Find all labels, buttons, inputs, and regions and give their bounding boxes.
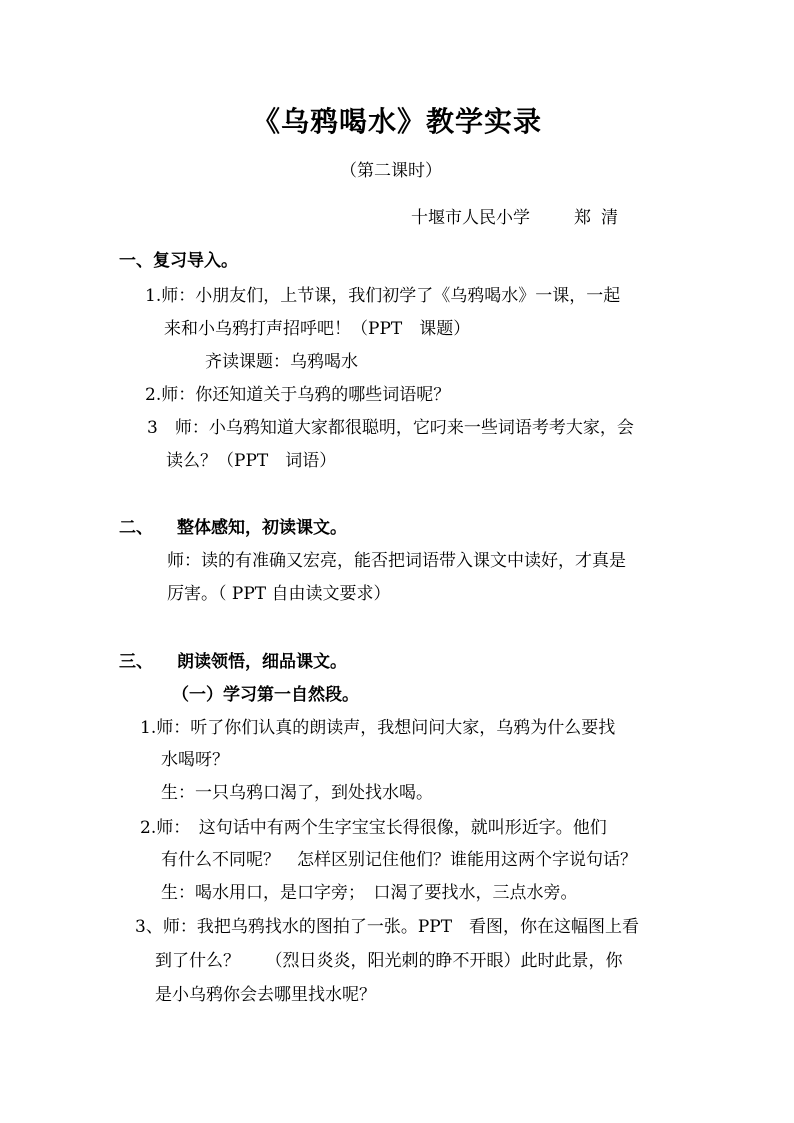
- paragraph-line: 到了什么？ （烈日炎炎，阳光刺的睁不开眼）此时此景，你: [155, 951, 623, 971]
- paragraph-line: 师：读的有准确又宏亮，能否把词语带入课文中读好，才真是: [167, 551, 626, 571]
- paragraph-line: 读么？（PPT 词语）: [166, 451, 337, 471]
- paragraph-line: 3 师：小乌鸦知道大家都很聪明，它叼来一些词语考考大家，会: [147, 418, 634, 438]
- paragraph-line: 来和小乌鸦打声招呼吧！（PPT 课题）: [164, 319, 471, 339]
- author-line: [411, 207, 618, 229]
- paragraph-line: 是小乌鸦你会去哪里找水呢？: [155, 985, 376, 1005]
- section-heading-2: [119, 517, 347, 539]
- paragraph-line: 2.师：你还知道关于乌鸦的哪些词语呢？: [145, 385, 451, 405]
- paragraph-line: 生：喝水用口，是口字旁； 口渴了要找水，三点水旁。: [161, 883, 578, 903]
- paragraph-line: 生：一只乌鸦口渴了，到处找水喝。: [161, 783, 433, 803]
- document-title: 《乌鸦喝水》教学实录: [251, 105, 542, 138]
- author-surname: 郑: [574, 208, 591, 228]
- section-heading-3: [119, 651, 347, 673]
- section-number: 一、: [119, 251, 153, 271]
- paragraph-line: 1.师：听了你们认真的朗读声，我想问问大家，乌鸦为什么要找: [140, 718, 616, 738]
- section-number: 三、: [119, 652, 153, 672]
- paragraph-line: 齐读课题：乌鸦喝水: [205, 352, 358, 372]
- author-school: 十堰市人民小学: [411, 208, 530, 228]
- paragraph-line: 2.师： 这句话中有两个生字宝宝长得很像，就叫形近字。他们: [140, 818, 607, 838]
- section-title: 朗读领悟，细品课文。: [177, 652, 347, 672]
- section-title: 整体感知，初读课文。: [177, 518, 347, 538]
- paragraph-line: 水喝呀？: [161, 750, 229, 770]
- paragraph-line: 厉害。（ PPT 自由读文要求）: [167, 584, 391, 604]
- section-title: 复习导入。: [153, 251, 238, 271]
- subsection-heading: （一）学习第一自然段。: [172, 685, 359, 705]
- document-subtitle: （第二课时）: [340, 161, 442, 181]
- paragraph-line: 3、师：我把乌鸦找水的图拍了一张。PPT 看图，你在这幅图上看: [135, 917, 640, 937]
- author-given-name: 清: [601, 208, 618, 228]
- paragraph-line: 有什么不同呢？ 怎样区别记住他们？谁能用这两个字说句话？: [161, 850, 637, 870]
- section-number: 二、: [119, 518, 153, 538]
- section-heading-1: [119, 250, 238, 272]
- paragraph-line: 1.师：小朋友们，上节课，我们初学了《乌鸦喝水》一课，一起: [145, 286, 621, 306]
